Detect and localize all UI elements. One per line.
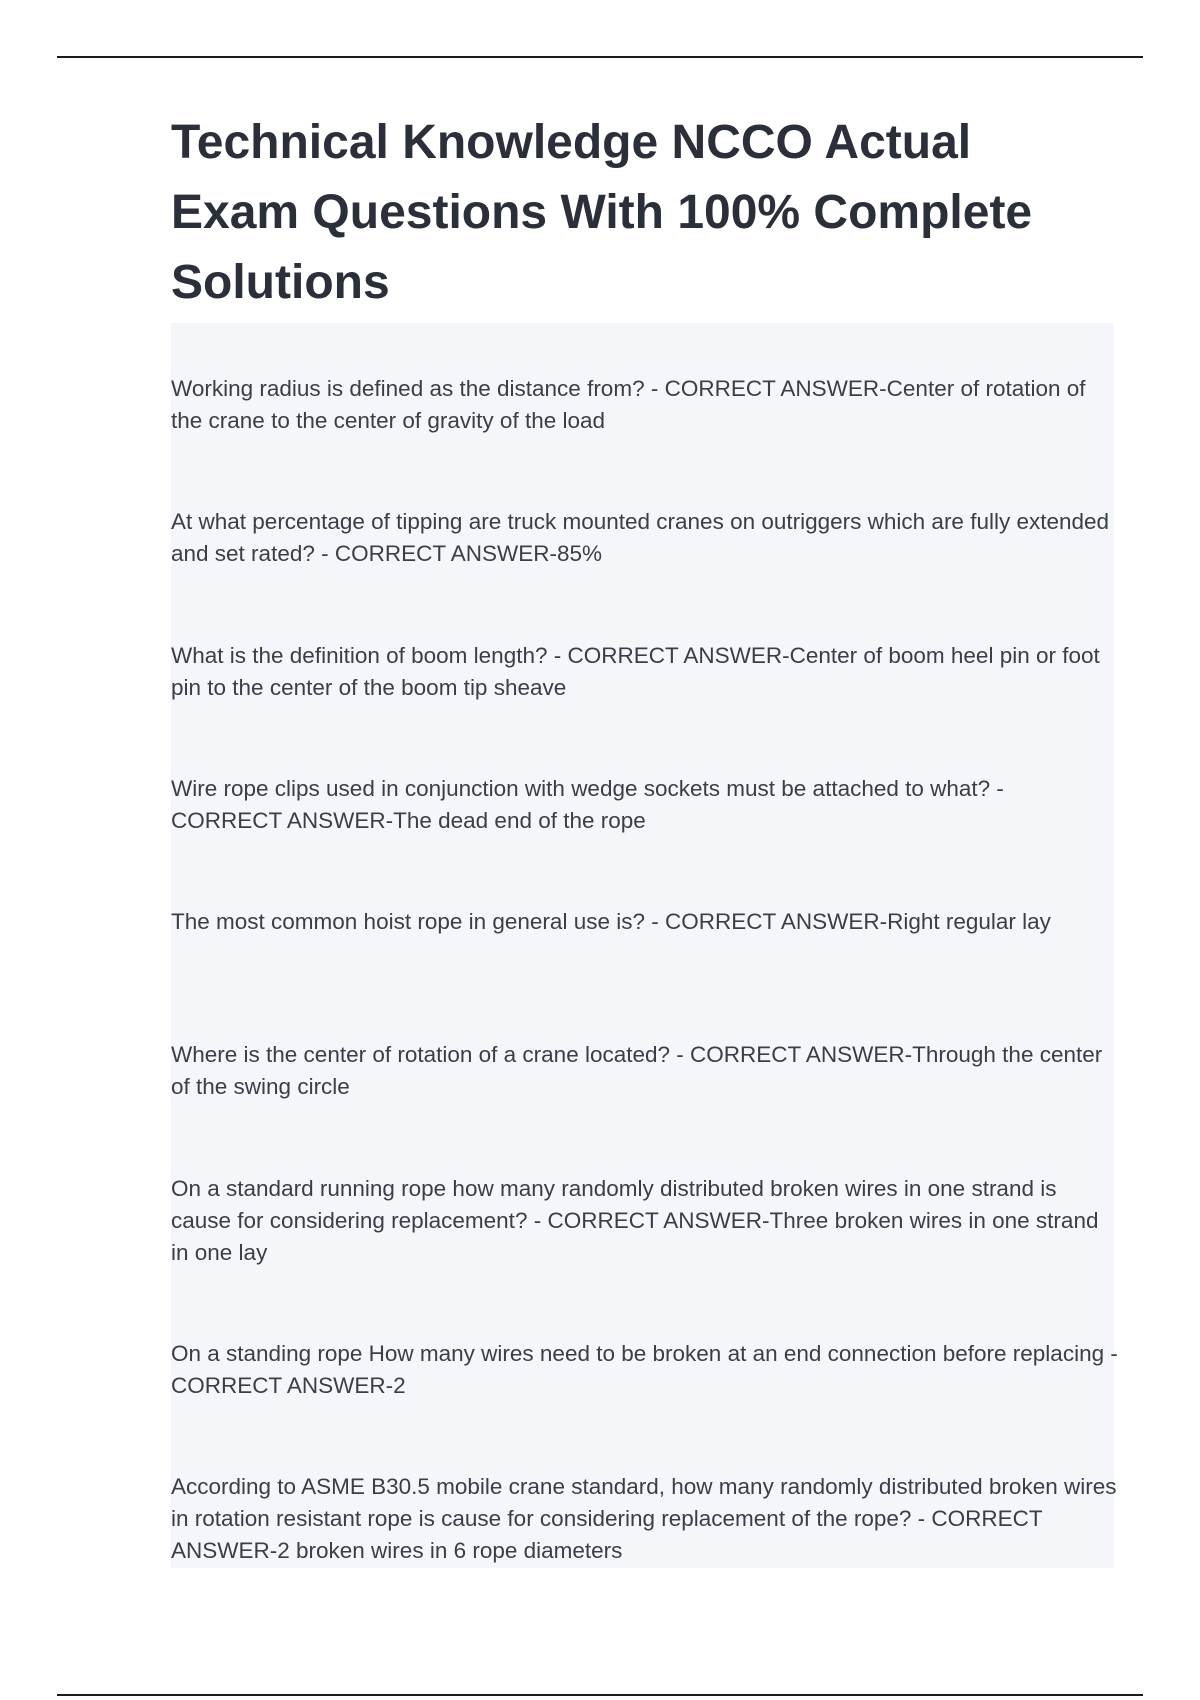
document-title: Technical Knowledge NCCO Actual Exam Questions With 100% Complete Solutions bbox=[171, 116, 1033, 309]
qa-item: Working radius is defined as the distance from? - CORRECT ANSWER-Center of rotation of the crane to the center of gravity of the load bbox=[171, 376, 1086, 433]
qa-item: What is the definition of boom length? - CORRECT ANSWER-Center of boom heel pin or foot pin to the center of the boom tip sheave bbox=[171, 643, 1100, 700]
qa-item: On a standing rope How many wires need to be broken at an end connection before replacing - CORRECT ANSWER-2 bbox=[171, 1341, 1118, 1398]
qa-item: Where is the center of rotation of a crane located? - CORRECT ANSWER-Through the center of the swing circle bbox=[171, 1042, 1103, 1099]
qa-item: At what percentage of tipping are truck mounted cranes on outriggers which are fully extended and set rated? - CORRECT ANSWER-85% bbox=[171, 509, 1110, 566]
bottom-rule bbox=[57, 1694, 1143, 1696]
qa-item: The most common hoist rope in general use is? - CORRECT ANSWER-Right regular lay bbox=[171, 909, 1051, 934]
qa-item: On a standard running rope how many randomly distributed broken wires in one strand is cause for considering replacement? - CORRECT ANSWER-Three broken wires in one strand in one lay bbox=[171, 1176, 1099, 1265]
top-rule bbox=[57, 56, 1143, 58]
qa-item: According to ASME B30.5 mobile crane standard, how many randomly distributed broken wires in rotation resistant rope is cause for considering replacement of the rope? - CORRECT ANSWER-2 broken wires in 6 rope diameters bbox=[171, 1474, 1117, 1563]
qa-item: Wire rope clips used in conjunction with wedge sockets must be attached to what? - CORRECT ANSWER-The dead end of the rope bbox=[171, 776, 1004, 833]
